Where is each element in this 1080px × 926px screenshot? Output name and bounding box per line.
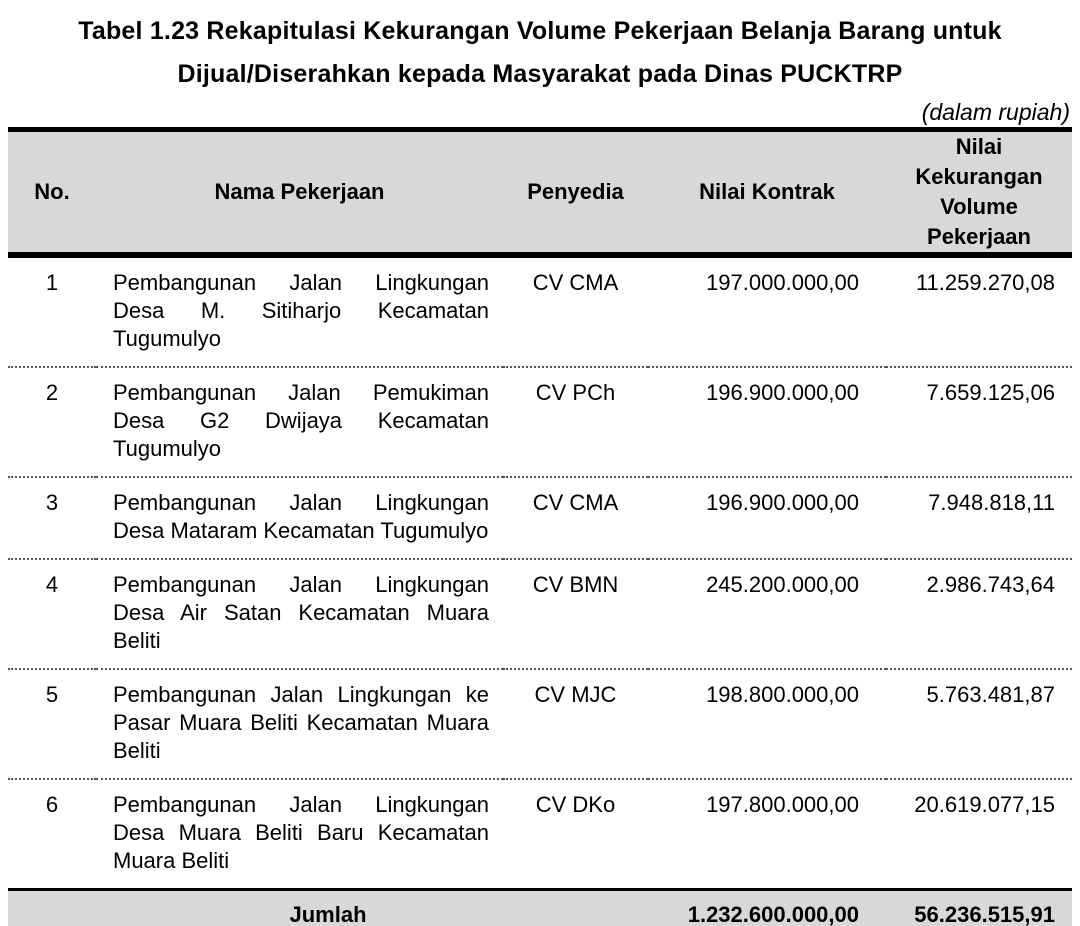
recap-table bbox=[8, 127, 1072, 926]
currency-unit-note: (dalam rupiah) bbox=[921, 99, 1070, 125]
cell-name: Pembangunan Jalan Lingkungan Desa Muara Beliti Baru Kecamatan Muara Beliti bbox=[113, 792, 489, 873]
cell-vendor: CV BMN bbox=[503, 559, 648, 669]
cell-shortage: 7.659.125,06 bbox=[886, 367, 1072, 477]
document-title: Tabel 1.23 Rekapitulasi Kekurangan Volume Pekerjaan Belanja Barang untuk Dijual/Diserahkan kepada Masyarakat pada Dinas PUCKTRP bbox=[78, 17, 1002, 88]
cell-contract: 197.000.000,00 bbox=[648, 255, 886, 367]
cell-no: 3 bbox=[8, 477, 96, 559]
col-header-name: Nama Pekerjaan bbox=[96, 130, 503, 256]
cell-contract: 245.200.000,00 bbox=[648, 559, 886, 669]
col-header-shortage: Nilai Kekurangan Volume Pekerjaan bbox=[886, 130, 1072, 256]
cell-no: 1 bbox=[8, 255, 96, 367]
cell-vendor: CV DKo bbox=[535, 792, 616, 817]
cell-contract: 197.800.000,00 bbox=[706, 792, 859, 817]
cell-no: 2 bbox=[8, 367, 96, 477]
cell-name: Pembangunan Jalan Pemukiman Desa G2 Dwijaya Kecamatan Tugumulyo bbox=[96, 367, 503, 477]
cell-contract: 196.900.000,00 bbox=[648, 367, 886, 477]
cell-shortage: 20.619.077,15 bbox=[914, 792, 1055, 817]
table-row bbox=[8, 559, 1072, 669]
table-row bbox=[8, 255, 1072, 367]
col-header-contract: Nilai Kontrak bbox=[648, 130, 886, 256]
cell-vendor: CV CMA bbox=[503, 477, 648, 559]
cell-vendor: CV PCh bbox=[503, 367, 648, 477]
table-row bbox=[8, 669, 1072, 779]
col-header-no: No. bbox=[8, 130, 96, 256]
table-header bbox=[8, 130, 1072, 256]
table-body bbox=[8, 255, 1072, 890]
cell-shortage: 7.948.818,11 bbox=[886, 477, 1072, 559]
table-footer bbox=[8, 890, 1072, 926]
total-row bbox=[8, 890, 1072, 926]
table-row bbox=[8, 779, 1072, 890]
total-label: Jumlah bbox=[8, 890, 648, 926]
cell-no: 4 bbox=[8, 559, 96, 669]
cell-name: Pembangunan Jalan Lingkungan Desa M. Sitiharjo Kecamatan Tugumulyo bbox=[96, 255, 503, 367]
table-row bbox=[8, 477, 1072, 559]
cell-vendor: CV CMA bbox=[503, 255, 648, 367]
total-shortage: 56.236.515,91 bbox=[886, 890, 1072, 926]
cell-vendor: CV MJC bbox=[503, 669, 648, 779]
cell-name: Pembangunan Jalan Lingkungan ke Pasar Muara Beliti Kecamatan Muara Beliti bbox=[96, 669, 503, 779]
total-contract: 1.232.600.000,00 bbox=[648, 890, 886, 926]
cell-no: 6 bbox=[45, 792, 59, 817]
cell-name: Pembangunan Jalan Lingkungan Desa Mataram Kecamatan Tugumulyo bbox=[96, 477, 503, 559]
cell-shortage: 5.763.481,87 bbox=[886, 669, 1072, 779]
cell-contract: 198.800.000,00 bbox=[648, 669, 886, 779]
cell-no: 5 bbox=[8, 669, 96, 779]
cell-name: Pembangunan Jalan Lingkungan Desa Air Satan Kecamatan Muara Beliti bbox=[96, 559, 503, 669]
header-row bbox=[8, 130, 1072, 256]
col-header-vendor: Penyedia bbox=[503, 130, 648, 256]
cell-shortage: 11.259.270,08 bbox=[886, 255, 1072, 367]
cell-contract: 196.900.000,00 bbox=[648, 477, 886, 559]
table-row bbox=[8, 367, 1072, 477]
cell-shortage: 2.986.743,64 bbox=[886, 559, 1072, 669]
